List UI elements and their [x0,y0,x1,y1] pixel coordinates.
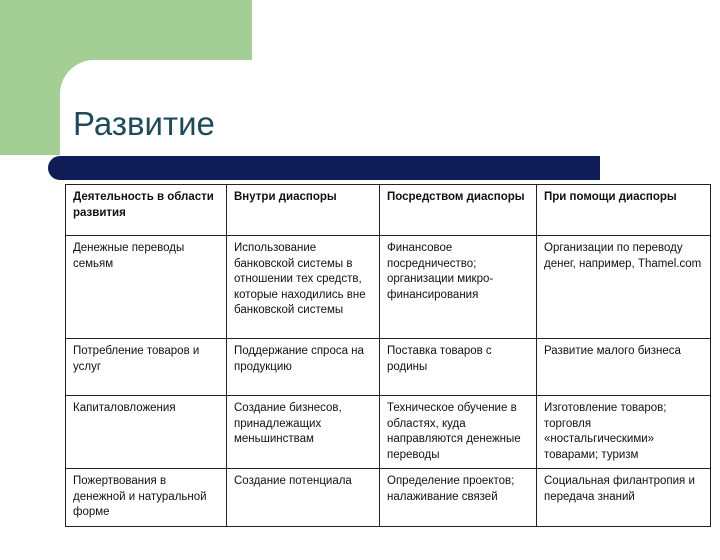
table-cell: Денежные переводы семьям [66,236,227,339]
slide-title: Развитие [73,105,215,142]
header-cell: Посредством диаспоры [380,185,537,236]
table-cell: Создание потенциала [227,469,380,527]
table-cell: Финансовое посредничество; организации микро-финансирования [380,236,537,339]
table-cell: Потребление товаров и услуг [66,339,227,396]
development-table [65,184,711,527]
table-cell: Техническое обучение в областях, куда направляются денежные переводы [380,396,537,469]
table-row [66,396,711,469]
header-cell: При помощи диаспоры [537,185,711,236]
title-underline-bar [48,156,600,180]
header-cell: Внутри диаспоры [227,185,380,236]
header-cell: Деятельность в области развития [66,185,227,236]
table-cell: Изготовление товаров; торговля «ностальгическими» товарами; туризм [537,396,711,469]
table-cell: Социальная филантропия и передача знаний [537,469,711,527]
table-cell: Капиталовложения [66,396,227,469]
table-cell: Развитие малого бизнеса [537,339,711,396]
table-cell: Организации по переводу денег, например, Thamel.com [537,236,711,339]
table-row [66,469,711,527]
table-cell: Поддержание спроса на продукцию [227,339,380,396]
table-row [66,339,711,396]
table-cell: Пожертвования в денежной и натуральной форме [66,469,227,527]
table-row [66,236,711,339]
table-header-row [66,185,711,236]
table-cell: Поставка товаров с родины [380,339,537,396]
table-cell: Создание бизнесов, принадлежащих меньшинствам [227,396,380,469]
table-cell: Использование банковской системы в отношении тех средств, которые находились вне банковской системы [227,236,380,339]
table-cell: Определение проектов; налаживание связей [380,469,537,527]
